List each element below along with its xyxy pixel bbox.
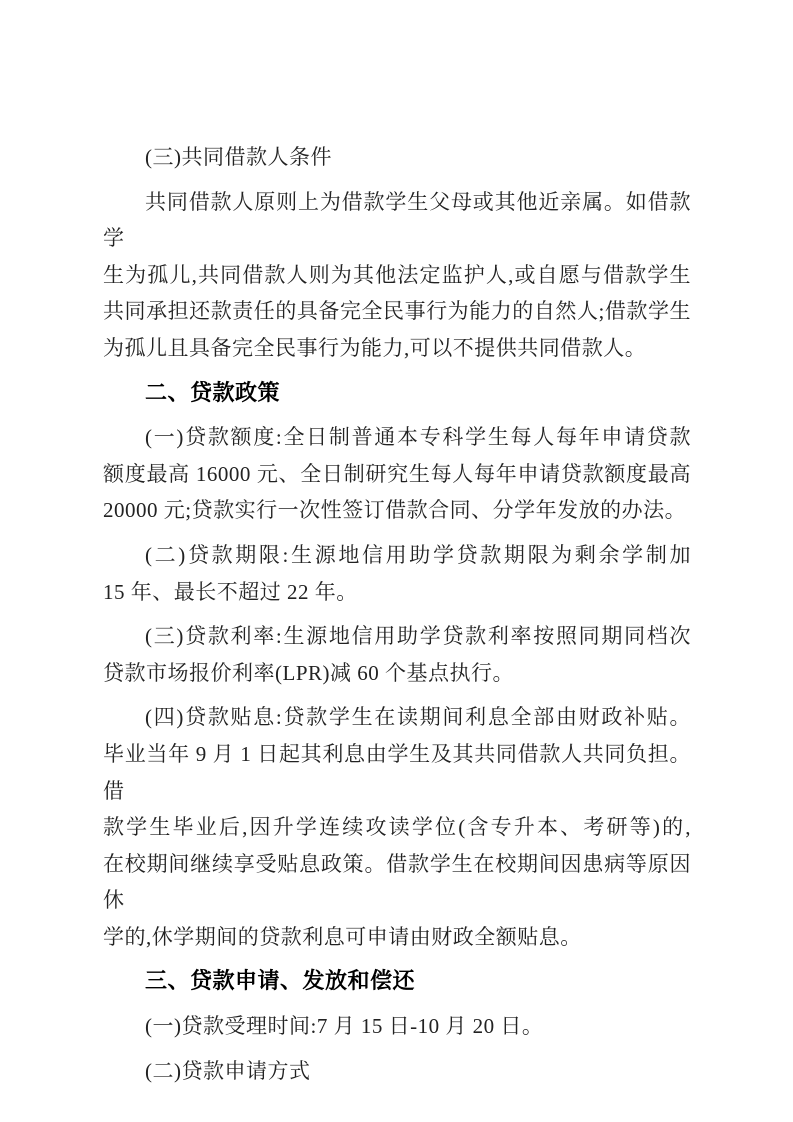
text-line: (四)贷款贴息:贷款学生在读期间利息全部由财政补贴。 [145,705,691,730]
text-line: 15 年、最长不超过 22 年。 [103,579,358,604]
text-line: 学的,休学期间的贷款利息可申请由财政全额贴息。 [103,924,582,949]
paragraph-acceptance-period [103,1008,691,1045]
text-line: 生为孤儿,共同借款人则为其他法定监护人,或自愿与借款学生 [103,262,691,287]
paragraph-loan-term [103,537,691,610]
text-line: 共同借款人原则上为借款学生父母或其他近亲属。如借款学 [103,189,691,251]
text-line: (三)贷款利率:生源地信用助学贷款利率按照同期同档次 [145,624,691,649]
text-line: 在校期间继续享受贴息政策。借款学生在校期间因患病等原因休 [103,851,691,913]
text-line: (二)贷款申请方式 [145,1058,311,1083]
paragraph-application-method [103,1053,691,1090]
section-heading-application-disbursement-repayment [103,963,691,1000]
text-line: (一)贷款受理时间:7 月 15 日-10 月 20 日。 [145,1014,544,1039]
text-line: (二)贷款期限:生源地信用助学贷款期限为剩余学制加 [145,542,691,567]
paragraph-loan-amount [103,419,691,529]
text-line: 贷款市场报价利率(LPR)减 60 个基点执行。 [103,660,514,685]
paragraph-loan-rate [103,618,691,691]
text-line: 毕业当年 9 月 1 日起其利息由学生及其共同借款人共同负担。借 [103,741,691,803]
heading-text-line: 二、贷款政策 [145,379,281,405]
section-heading-loan-policy [103,375,691,412]
subsection-title-co-borrower-conditions [103,139,691,176]
paragraph-loan-interest-subsidy [103,699,691,955]
document-content [103,139,691,1097]
text-line: 额度最高 16000 元、全日制研究生每人每年申请贷款额度最高 [103,461,691,486]
paragraph-co-borrower-rules [103,184,691,367]
text-line: 20000 元;贷款实行一次性签订借款合同、分学年发放的办法。 [103,498,687,523]
text-line: 为孤儿且具备完全民事行为能力,可以不提供共同借款人。 [103,335,647,360]
text-line: (三)共同借款人条件 [145,145,332,169]
text-line: (一)贷款额度:全日制普通本专科学生每人每年申请贷款 [145,425,691,450]
text-line: 款学生毕业后,因升学连续攻读学位(含专升本、考研等)的, [103,815,691,840]
heading-text-line: 三、贷款申请、发放和偿还 [145,968,416,994]
text-line: 共同承担还款责任的具备完全民事行为能力的自然人;借款学生 [103,299,691,324]
